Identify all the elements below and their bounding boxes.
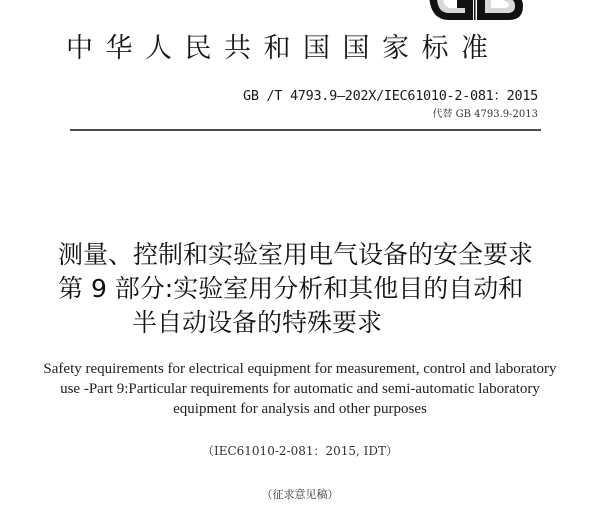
chinese-title-line-1: 测量、控制和实验室用电气设备的安全要求: [58, 240, 534, 269]
header-divider: [70, 129, 541, 131]
standard-number: GB /T 4793.9—202X/IEC61010-2-081：2015: [243, 88, 538, 104]
gb-logo-icon: [423, 0, 527, 22]
english-title-line-3: equipment for analysis and other purposes: [173, 401, 427, 417]
english-title-line-2: use -Part 9:Particular requirements for automatic and semi-automatic laboratory: [60, 381, 540, 397]
draft-status: （征求意见稿）: [261, 488, 339, 501]
adoption-statement: （IEC61010-2-081：2015, IDT）: [201, 444, 399, 458]
national-standard-heading: 中华人民共和国国家标准: [66, 33, 501, 64]
supersedes-note: 代替 GB 4793.9-2013: [432, 109, 538, 120]
english-title-line-1: Safety requirements for electrical equipment for measurement, control and laboratory: [43, 361, 557, 377]
chinese-title-line-2: 第 9 部分:实验室用分析和其他目的自动和: [58, 274, 524, 303]
chinese-title-line-3: 半自动设备的特殊要求: [132, 308, 383, 337]
